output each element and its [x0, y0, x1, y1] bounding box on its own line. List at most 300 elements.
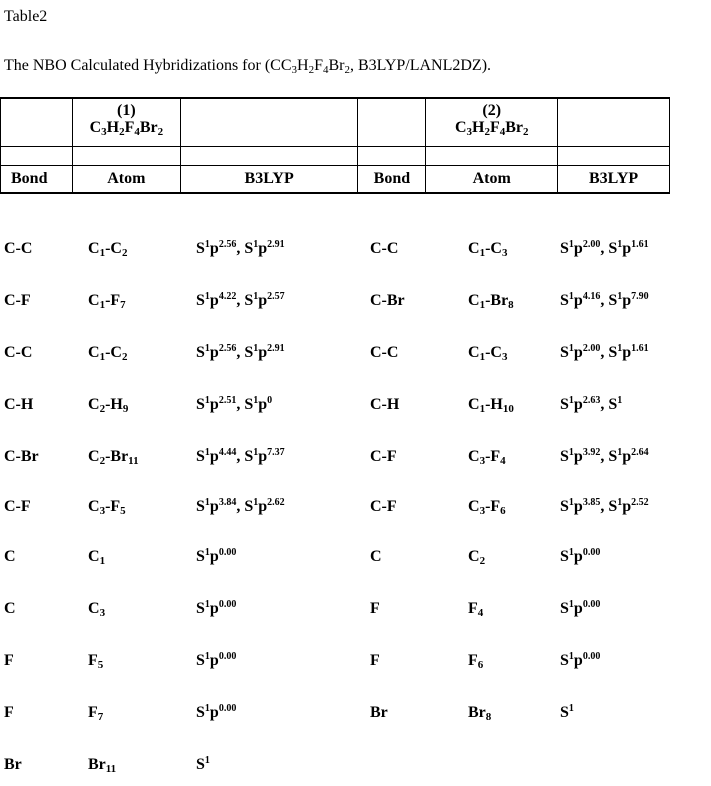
atom-cell [468, 344, 507, 362]
orbital-s-exp: 1 [568, 547, 574, 558]
atom-index: 3 [99, 607, 106, 619]
orbital-s: S [196, 548, 205, 565]
orbital-p-exp: 2.52 [631, 497, 649, 508]
orbital-p: p [622, 344, 632, 361]
hybridization-cell [560, 396, 622, 414]
header-empty-cell [558, 98, 670, 147]
atom-cell [468, 498, 506, 516]
header-empty-cell [558, 147, 670, 166]
atom-symbol: C [88, 396, 100, 413]
orbital-p-exp: 0.00 [218, 703, 237, 714]
orbital-s-exp: 1 [568, 703, 574, 714]
orbital-p: p [573, 240, 583, 257]
formula-element: F [314, 57, 323, 74]
orbital-p: p [573, 292, 583, 309]
orbital-p: p [573, 600, 583, 617]
orbital-p-exp: 0 [267, 395, 273, 406]
atom-symbol: F [88, 652, 98, 669]
atom-index: 3 [99, 505, 106, 517]
bond-cell: C-C [4, 240, 33, 257]
atom-index: 1 [99, 555, 106, 567]
orbital-s-exp: 1 [204, 651, 210, 662]
hybridization-cell [560, 292, 649, 310]
hybridization-cell [196, 396, 272, 414]
orbital-s: S [560, 652, 569, 669]
hybridization-cell [196, 240, 285, 258]
orbital-s: S [196, 240, 205, 257]
bond-cell: F [4, 704, 14, 721]
group1-number: (1) [117, 102, 136, 119]
hybridization-cell [560, 704, 574, 722]
hybridization-cell [196, 292, 285, 310]
orbital-p-exp: 0.00 [582, 599, 601, 610]
orbital-p-exp: 7.37 [267, 447, 285, 458]
bond-cell: C-Br [4, 448, 39, 465]
atom-index: 1 [479, 247, 486, 259]
atom-symbol: F [468, 652, 478, 669]
atom-symbol: C [468, 292, 480, 309]
atom-cell [468, 292, 514, 310]
atom-symbol: C [88, 292, 100, 309]
hybridization-cell [560, 448, 649, 466]
bond-cell: F [370, 652, 380, 669]
atom-symbol: -F [485, 448, 501, 465]
orbital-s: S [196, 756, 205, 773]
orbital-p-exp: 0.00 [582, 547, 601, 558]
formula-count: 2 [119, 126, 125, 138]
atom-cell [468, 240, 507, 258]
atom-symbol: -Br [105, 448, 129, 465]
header-empty-cell [1, 98, 73, 147]
orbital-s: S [196, 344, 205, 361]
orbital-p: p [209, 652, 219, 669]
formula-element: H [106, 119, 120, 136]
atom-cell [88, 498, 126, 516]
atom-index: 3 [501, 351, 508, 363]
orbital-s: , S [600, 396, 618, 413]
formula-element: F [489, 119, 500, 136]
atom-index: 3 [479, 455, 486, 467]
orbital-s-exp: 1 [568, 239, 574, 250]
header-empty-cell [358, 98, 426, 147]
atom-cell [468, 704, 491, 722]
hybridization-cell [196, 448, 285, 466]
atom-index: 8 [485, 711, 492, 723]
orbital-p-exp: 3.85 [582, 497, 601, 508]
atom-index: 1 [99, 351, 106, 363]
bond-cell: F [4, 652, 14, 669]
formula-count: 2 [484, 126, 490, 138]
caption-formula [281, 57, 350, 74]
orbital-s-exp: 1 [204, 447, 210, 458]
orbital-p: p [258, 448, 268, 465]
atom-symbol: C [88, 448, 100, 465]
orbital-s-exp: 1 [617, 497, 623, 508]
orbital-s-exp: 1 [568, 291, 574, 302]
orbital-p: p [209, 240, 219, 257]
formula-count: 3 [291, 64, 297, 76]
atom-index: 1 [99, 299, 106, 311]
orbital-p: p [622, 292, 632, 309]
header-table [0, 97, 670, 194]
orbital-s: , S [600, 498, 618, 515]
hybridization-cell [196, 652, 236, 670]
orbital-s-exp: 1 [253, 497, 259, 508]
atom-symbol: C [468, 240, 480, 257]
header-empty-cell [180, 147, 358, 166]
orbital-s-exp: 1 [617, 239, 623, 250]
atom-index: 1 [479, 299, 486, 311]
orbital-p-exp: 4.16 [582, 291, 601, 302]
orbital-s: S [560, 344, 569, 361]
header-empty-cell [1, 147, 73, 166]
orbital-s: , S [600, 292, 618, 309]
orbital-p-exp: 0.00 [582, 651, 601, 662]
orbital-s: S [196, 292, 205, 309]
atom-index: 11 [128, 455, 139, 467]
orbital-p-exp: 1.61 [631, 239, 649, 250]
atom-symbol: -H [485, 396, 503, 413]
orbital-s-exp: 1 [568, 395, 574, 406]
atom-symbol: C [88, 344, 100, 361]
atom-symbol: -F [485, 498, 501, 515]
atom-cell [88, 704, 103, 722]
col-atom-2: Atom [426, 166, 558, 194]
formula-count: 2 [523, 126, 529, 138]
orbital-p: p [209, 292, 219, 309]
orbital-s-exp: 1 [204, 599, 210, 610]
group1-header [72, 98, 180, 147]
orbital-s: S [196, 396, 205, 413]
bond-cell: C-H [370, 396, 400, 413]
orbital-s-exp: 1 [568, 497, 574, 508]
hybridization-cell [560, 498, 649, 516]
atom-cell [88, 600, 105, 618]
orbital-s-exp: 1 [568, 447, 574, 458]
atom-index: 4 [477, 607, 484, 619]
orbital-s: S [196, 498, 205, 515]
hybridization-cell [196, 344, 285, 362]
orbital-s: S [560, 548, 569, 565]
orbital-p: p [622, 240, 632, 257]
orbital-s-exp: 1 [568, 343, 574, 354]
atom-cell [88, 756, 116, 774]
orbital-s-exp: 1 [617, 291, 623, 302]
orbital-p: p [622, 448, 632, 465]
formula-element: Br [328, 57, 345, 74]
atom-index: 10 [502, 403, 514, 415]
atom-cell [468, 652, 483, 670]
atom-cell [88, 240, 127, 258]
atom-cell [88, 396, 128, 414]
formula-count: 2 [344, 64, 350, 76]
bond-cell: F [370, 600, 380, 617]
orbital-s: , S [236, 448, 254, 465]
orbital-s: S [196, 448, 205, 465]
orbital-p: p [573, 344, 583, 361]
orbital-p-exp: 2.91 [267, 343, 285, 354]
formula-element: H [472, 119, 485, 136]
group1-formula [90, 119, 164, 136]
formula-element: C [454, 119, 467, 136]
orbital-p-exp: 3.84 [218, 497, 237, 508]
orbital-p-exp: 3.92 [582, 447, 601, 458]
atom-symbol: Br [468, 704, 486, 721]
formula-count: 4 [134, 126, 140, 138]
bond-cell: C-C [4, 344, 33, 361]
orbital-s-exp: 1 [204, 755, 210, 766]
hybridization-cell [196, 704, 236, 722]
orbital-p: p [573, 652, 583, 669]
table-caption [4, 57, 491, 75]
atom-index: 4 [500, 455, 506, 467]
atom-symbol: -H [105, 396, 123, 413]
orbital-s: , S [600, 448, 618, 465]
orbital-s: , S [600, 240, 618, 257]
orbital-s: S [560, 396, 569, 413]
orbital-p-exp: 4.22 [218, 291, 237, 302]
orbital-s-exp: 1 [617, 395, 623, 406]
atom-symbol: C [468, 448, 480, 465]
bond-cell: Br [4, 756, 22, 773]
header-empty-cell [358, 147, 426, 166]
orbital-p: p [209, 498, 219, 515]
atom-cell [88, 652, 103, 670]
bond-cell: C [370, 548, 382, 565]
orbital-s-exp: 1 [253, 447, 259, 458]
atom-index: 3 [479, 505, 486, 517]
atom-index: 3 [501, 247, 508, 259]
orbital-s-exp: 1 [204, 239, 210, 250]
atom-symbol: C [88, 240, 100, 257]
atom-symbol: C [88, 548, 100, 565]
group2-number: (2) [482, 102, 502, 119]
orbital-s: , S [236, 240, 254, 257]
atom-index: 11 [105, 763, 117, 775]
orbital-s: S [560, 704, 569, 721]
atom-index: 6 [477, 659, 484, 671]
atom-symbol: -Br [485, 292, 509, 309]
orbital-s: S [560, 292, 569, 309]
orbital-p-exp: 2.91 [267, 239, 285, 250]
orbital-p: p [573, 548, 583, 565]
orbital-s: S [560, 600, 569, 617]
atom-cell [88, 344, 127, 362]
bond-cell: C-C [370, 344, 399, 361]
atom-index: 8 [508, 299, 514, 311]
orbital-s: , S [236, 498, 254, 515]
orbital-p-exp: 2.64 [631, 447, 649, 458]
atom-symbol: -F [105, 498, 121, 515]
formula-count: 3 [466, 126, 473, 138]
orbital-s-exp: 1 [568, 599, 574, 610]
bond-cell: C-C [370, 240, 399, 257]
orbital-s: S [196, 704, 205, 721]
orbital-s: S [560, 240, 569, 257]
atom-cell [88, 292, 126, 310]
orbital-s-exp: 1 [204, 703, 210, 714]
bond-cell: C-F [370, 448, 397, 465]
hybridization-cell [196, 756, 210, 774]
atom-index: 2 [121, 247, 128, 259]
orbital-p-exp: 2.00 [582, 239, 601, 250]
formula-element: H [297, 57, 309, 74]
orbital-p-exp: 2.57 [267, 291, 285, 302]
bond-cell: C [4, 548, 16, 565]
table-label: Table2 [4, 8, 48, 25]
formula-element: Br [505, 119, 524, 136]
orbital-s-exp: 1 [204, 343, 210, 354]
atom-symbol: Br [88, 756, 106, 773]
orbital-p: p [209, 600, 219, 617]
atom-symbol: C [468, 344, 480, 361]
atom-index: 7 [120, 299, 126, 311]
atom-cell [468, 396, 514, 414]
hybridization-cell [196, 548, 236, 566]
orbital-s-exp: 1 [253, 291, 259, 302]
atom-index: 2 [479, 555, 486, 567]
orbital-s: S [560, 448, 569, 465]
orbital-p: p [209, 448, 219, 465]
orbital-s-exp: 1 [204, 547, 210, 558]
formula-element: C [89, 119, 102, 136]
orbital-p: p [573, 396, 583, 413]
atom-index: 1 [479, 351, 486, 363]
orbital-p: p [258, 498, 268, 515]
atom-symbol: C [88, 498, 100, 515]
atom-symbol: -C [485, 344, 502, 361]
orbital-p: p [622, 498, 632, 515]
orbital-s-exp: 1 [204, 497, 210, 508]
orbital-p-exp: 2.56 [218, 343, 237, 354]
orbital-s: , S [600, 344, 618, 361]
bond-cell: C [4, 600, 16, 617]
col-bond-1: Bond [1, 166, 73, 194]
atom-cell [88, 448, 139, 466]
caption-prefix: The NBO Calculated Hybridizations for (C [4, 57, 281, 74]
header-empty-cell [426, 147, 558, 166]
bond-cell: C-Br [370, 292, 405, 309]
atom-symbol: F [88, 704, 98, 721]
atom-symbol: C [468, 498, 480, 515]
orbital-p: p [209, 548, 219, 565]
formula-count: 4 [499, 126, 506, 138]
formula-count: 3 [101, 126, 107, 138]
orbital-s-exp: 1 [617, 447, 623, 458]
atom-symbol: C [468, 396, 480, 413]
atom-cell [468, 448, 506, 466]
orbital-s-exp: 1 [253, 239, 259, 250]
atom-symbol: F [468, 600, 478, 617]
header-empty-cell [180, 98, 358, 147]
atom-index: 6 [500, 505, 506, 517]
bond-cell: C-F [4, 498, 31, 515]
orbital-p-exp: 4.44 [218, 447, 237, 458]
formula-count: 2 [308, 64, 315, 76]
atom-cell [468, 548, 485, 566]
atom-index: 2 [121, 351, 128, 363]
orbital-s: , S [236, 396, 254, 413]
atom-cell [468, 600, 483, 618]
orbital-p: p [258, 344, 268, 361]
atom-cell [88, 548, 105, 566]
bond-cell: C-H [4, 396, 34, 413]
orbital-p: p [258, 240, 268, 257]
orbital-p-exp: 2.62 [267, 497, 285, 508]
orbital-p-exp: 0.00 [218, 599, 237, 610]
orbital-s: S [196, 600, 205, 617]
col-method-1: B3LYP [180, 166, 358, 194]
orbital-p-exp: 0.00 [218, 651, 237, 662]
atom-symbol: -C [105, 240, 122, 257]
orbital-p: p [209, 344, 219, 361]
col-method-2: B3LYP [558, 166, 670, 194]
group2-header [426, 98, 558, 147]
atom-symbol: C [468, 548, 480, 565]
atom-symbol: -C [105, 344, 122, 361]
orbital-s-exp: 1 [204, 395, 210, 406]
formula-count: 4 [322, 64, 329, 76]
orbital-p-exp: 2.56 [218, 239, 237, 250]
group2-formula [455, 119, 529, 136]
hybridization-cell [560, 652, 600, 670]
atom-index: 7 [97, 711, 104, 723]
orbital-s-exp: 1 [568, 651, 574, 662]
bond-cell: C-F [370, 498, 397, 515]
col-atom-1: Atom [72, 166, 180, 194]
atom-index: 1 [99, 247, 106, 259]
orbital-s-exp: 1 [617, 343, 623, 354]
orbital-s-exp: 1 [253, 343, 259, 354]
orbital-p-exp: 7.90 [631, 291, 649, 302]
orbital-s: , S [236, 344, 254, 361]
formula-count: 2 [157, 126, 164, 138]
orbital-p-exp: 2.00 [582, 343, 601, 354]
orbital-p-exp: 2.63 [582, 395, 601, 406]
atom-index: 5 [120, 505, 126, 517]
hybridization-cell [560, 344, 649, 362]
orbital-s: S [560, 498, 569, 515]
hybridization-cell [560, 600, 600, 618]
formula-element: Br [139, 119, 158, 136]
orbital-p-exp: 1.61 [631, 343, 649, 354]
atom-symbol: -C [485, 240, 502, 257]
atom-index: 2 [99, 403, 106, 415]
orbital-p-exp: 2.51 [218, 395, 237, 406]
orbital-p-exp: 0.00 [218, 547, 237, 558]
orbital-p: p [258, 292, 268, 309]
formula-element: C [280, 57, 292, 74]
orbital-p: p [258, 396, 268, 413]
orbital-s: S [196, 652, 205, 669]
hybridization-cell [560, 240, 649, 258]
atom-index: 1 [479, 403, 486, 415]
orbital-p: p [573, 448, 583, 465]
orbital-p: p [209, 396, 219, 413]
atom-symbol: C [88, 600, 100, 617]
orbital-s-exp: 1 [204, 291, 210, 302]
atom-symbol: -F [105, 292, 121, 309]
formula-element: F [124, 119, 135, 136]
hybridization-cell [196, 498, 285, 516]
caption-suffix: , B3LYP/LANL2DZ). [349, 57, 492, 74]
atom-index: 9 [122, 403, 129, 415]
atom-index: 2 [99, 455, 106, 467]
orbital-p: p [573, 498, 583, 515]
hybridization-cell [560, 548, 600, 566]
bond-cell: Br [370, 704, 388, 721]
orbital-s: , S [236, 292, 254, 309]
